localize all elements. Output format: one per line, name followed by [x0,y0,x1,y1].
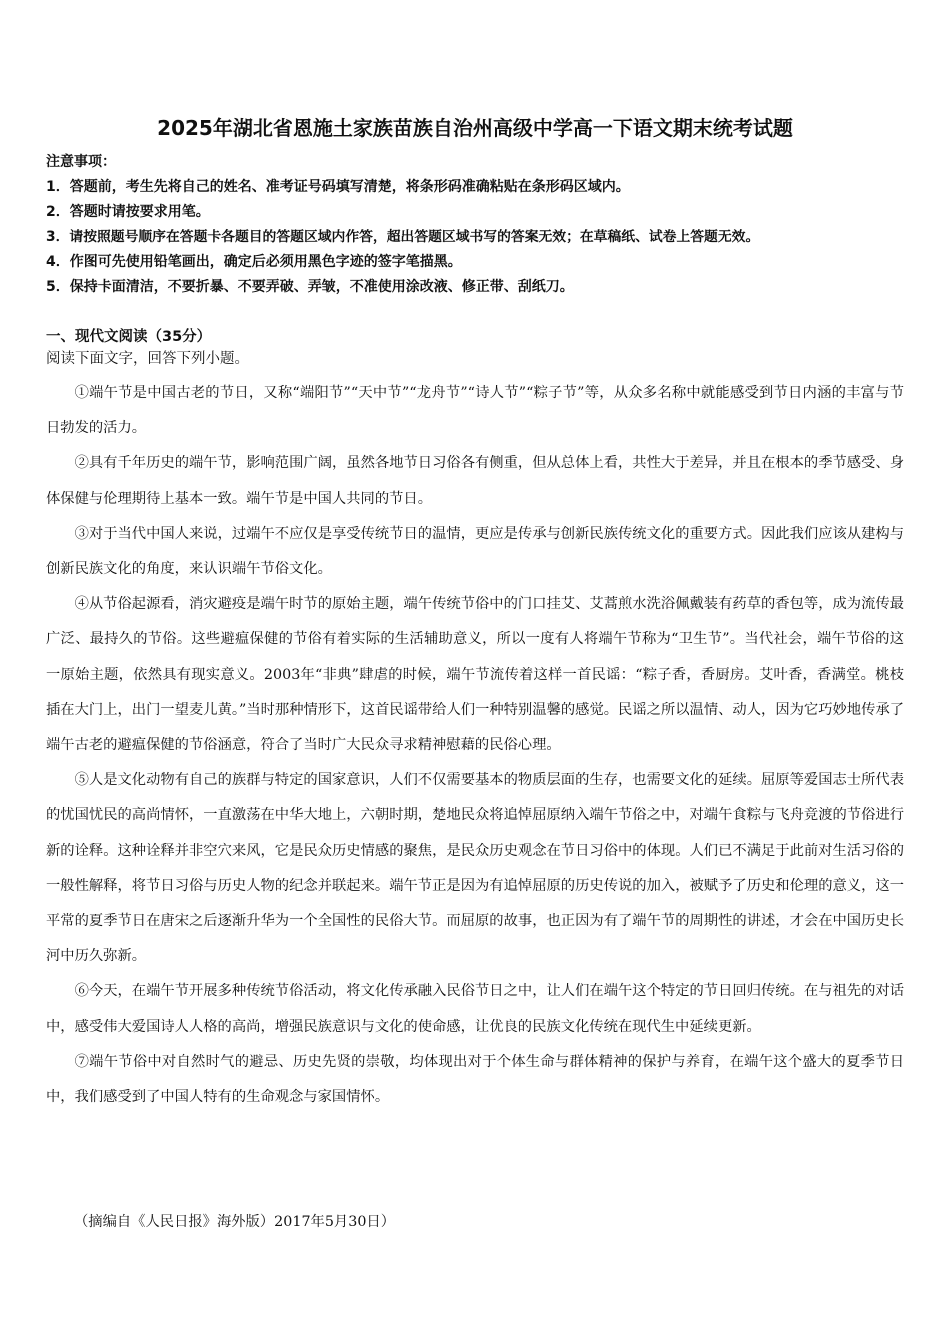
notice-item: 5．保持卡面清洁，不要折暴、不要弄破、弄皱，不准使用涂改液、修正带、刮纸刀。 [46,279,574,295]
section-intro: 阅读下面文字，回答下列小题。 [46,351,249,367]
notice-heading: 注意事项： [46,154,116,170]
passage-paragraph: ⑦端午节俗中对自然时气的避忌、历史先贤的崇敬，均体现出对于个体生命与群体精神的保护与养育，在端午这个盛大的夏季节日中，我们感受到了中国人特有的生命观念与家国情怀。 [46,1053,904,1106]
notice-item: 2．答题时请按要求用笔。 [46,204,210,220]
passage-paragraph: ③对于当代中国人来说，过端午不应仅是享受传统节日的温情，更应是传承与创新民族传统文化的重要方式。因此我们应该从建构与创新民族文化的角度，来认识端午节俗文化。 [46,525,904,578]
section-header [46,326,916,370]
passage-paragraph: ②具有千年历史的端午节，影响范围广阔，虽然各地节日习俗各有侧重，但从总体上看，共性大于差异，并且在根本的季节感受、身体保健与伦理期待上基本一致。端午节是中国人共同的节日。 [46,455,904,507]
notice-item: 1．答题前，考生先将自己的姓名、准考证号码填写清楚，将条形码准确粘贴在条形码区域内。 [46,179,630,195]
passage-paragraph: ④从节俗起源看，消灾避疫是端午时节的原始主题，端午传统节俗中的门口挂艾、艾蒿煎水洗浴佩戴装有药草的香包等，成为流传最广泛、最持久的节俗。这些避瘟保健的节俗有着实际的生活辅助意义，所以一度有人将端午节称为“卫生节”。当代社会，端午节俗的这一原始主题，依然具有现实意义。2003年“非典”肆虐的时候，端午节流传着这样一首民谣：“粽子香，香厨房。艾叶香，香满堂。桃枝插在大门上，出门一望麦儿黄。”当时那种情形下，这首民谣带给人们一种特别温馨的感觉。民谣之所以温情、动人，因为它巧妙地传承了端午古老的避瘟保健的节俗涵意，符合了当时广大民众寻求精神慰藉的民俗心理。 [46,596,904,754]
passage-paragraph: ⑤人是文化动物有自己的族群与特定的国家意识，人们不仅需要基本的物质层面的生存，也需要文化的延续。屈原等爱国志士所代表的忧国忧民的高尚情怀，一直激荡在中华大地上，六朝时期，楚地民众将追悼屈原纳入端午节俗之中，对端午食粽与飞舟竞渡的节俗进行新的诠释。这种诠释并非空穴来风，它是民众历史情感的聚焦，是民众历史观念在节日习俗中的体现。人们已不满足于此前对生活习俗的一般性解释，将节日习俗与历史人物的纪念并联起来。端午节正是因为有追悼屈原的历史传说的加入，被赋予了历史和伦理的意义，这一平常的夏季节日在唐宋之后逐渐升华为一个全国性的民俗大节。而屈原的故事，也正因为有了端午节的周期性的讲述，才会在中国历史长河中历久弥新。 [46,772,904,965]
page-title: 2025年湖北省恩施土家族苗族自治州高级中学高一下语文期末统考试题 [157,116,793,140]
passage-paragraph: ⑥今天，在端午节开展多种传统节俗活动，将文化传承融入民俗节日之中，让人们在端午这个特定的节日回归传统。在与祖先的对话中，感受伟大爱国诗人人格的高尚，增强民族意识与文化的使命感，让优良的民族文化传统在现代生中延续更新。 [46,983,904,1035]
notice-block [46,150,916,300]
notice-item: 4．作图可先使用铅笔画出，确定后必须用黑色字迹的签字笔描黑。 [46,254,462,270]
reading-passage [46,376,904,1115]
passage-source: （摘编自《人民日报》海外版）2017年5月30日） [74,1214,396,1230]
passage-paragraph: ①端午节是中国古老的节日，又称“端阳节”“天中节”“龙舟节”“诗人节”“粽子节”等，从众多名称中就能感受到节日内涵的丰富与节日勃发的活力。 [46,385,904,437]
notice-item: 3．请按照题号顺序在答题卡各题目的答题区域内作答，超出答题区域书写的答案无效；在草稿纸、试卷上答题无效。 [46,229,760,245]
section-title: 一、现代文阅读（35分） [46,329,212,345]
